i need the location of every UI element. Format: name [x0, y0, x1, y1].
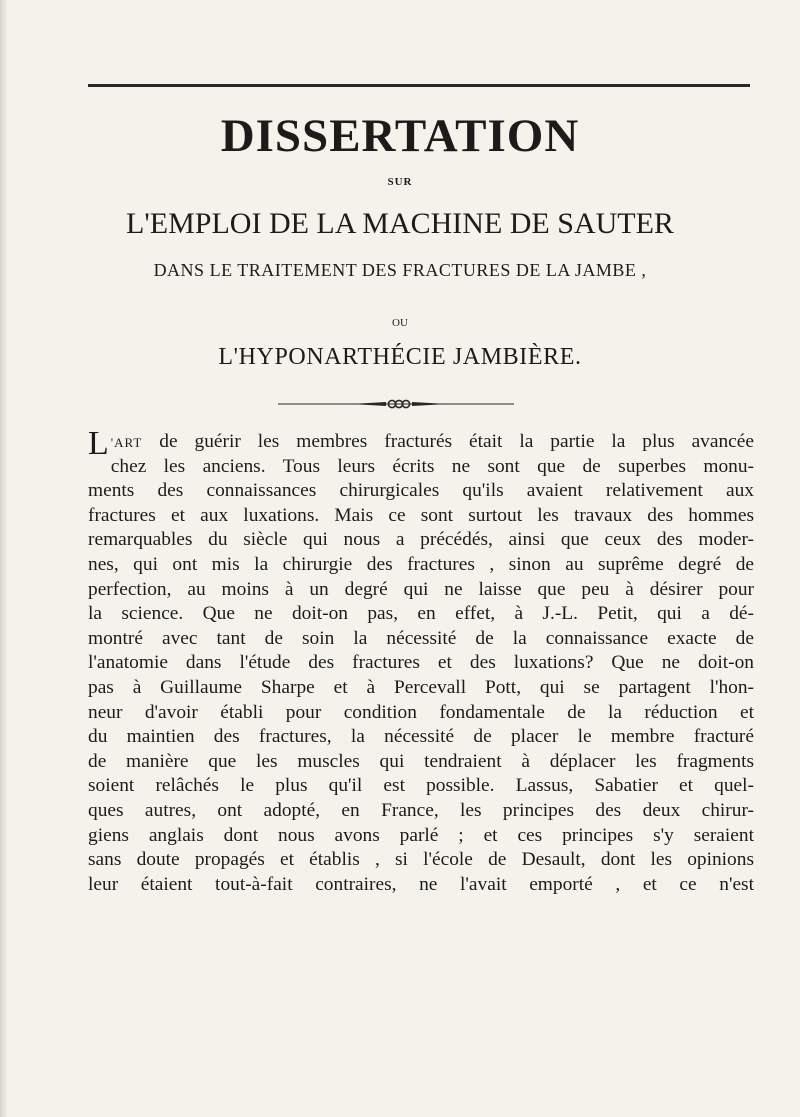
body-text	[88, 425, 754, 897]
text-line: nes, qui ont mis la chirurgie des fractures , sinon au suprême degré de	[88, 553, 754, 575]
document-subtitle-line2: DANS LE TRAITEMENT DES FRACTURES DE LA JAMBE ,	[153, 260, 647, 280]
opening-word: 'ART	[110, 435, 143, 450]
document-alt-title: L'HYPONARTHÉCIE JAMBIÈRE.	[218, 344, 582, 370]
text-line: chez les anciens. Tous leurs écrits ne sont que de superbes monu-	[110, 455, 754, 477]
ornament-divider	[278, 398, 514, 410]
text-line: fractures et aux luxations. Mais ce sont surtout les travaux des hommes	[88, 504, 754, 526]
text-line: sans doute propagés et établis , si l'école de Desault, dont les opinions	[88, 849, 754, 871]
text-line: la science. Que ne doit-on pas, en effet, à J.-L. Petit, qui a dé-	[88, 603, 754, 625]
title-connector-ou: OU	[392, 317, 408, 329]
text-line: perfection, au moins à un degré qui ne laisse que peu à désirer pour	[88, 578, 754, 600]
text-line: de manière que les muscles qui tendraient à déplacer les fragments	[88, 750, 754, 772]
text-line	[88, 425, 754, 462]
text-line-content: de guérir les membres fracturés était la partie la plus avancée	[159, 431, 754, 452]
document-title: DISSERTATION	[220, 110, 580, 162]
title-connector-sur: SUR	[387, 176, 413, 188]
text-line: pas à Guillaume Sharpe et à Percevall Pott, qui se partagent l'hon-	[88, 676, 754, 698]
text-line: leur étaient tout-à-fait contraires, ne l'avait emporté , et ce n'est	[88, 873, 754, 895]
text-line: l'anatomie dans l'étude des fractures et des luxations? Que ne doit-on	[88, 652, 754, 674]
text-line: montré avec tant de soin la nécessité de la connaissance exacte de	[88, 627, 754, 649]
text-line: giens anglais dont nous avons parlé ; et ces principes s'y seraient	[88, 824, 754, 846]
document-subtitle: L'EMPLOI DE LA MACHINE DE SAUTER	[126, 207, 674, 240]
text-line: ques autres, ont adopté, en France, les principes des deux chirur-	[88, 799, 754, 821]
drop-cap: L	[88, 425, 109, 462]
page-edge-shadow	[0, 0, 8, 1117]
text-line: remarquables du siècle qui nous a précédés, ainsi que ceux des moder-	[88, 529, 754, 551]
text-line: neur d'avoir établi pour condition fondamentale de la réduction et	[88, 701, 754, 723]
text-line: soient relâchés le plus qu'il est possible. Lassus, Sabatier et quel-	[88, 775, 754, 797]
text-line: ments des connaissances chirurgicales qu'ils avaient relativement aux	[88, 480, 754, 502]
text-line: du maintien des fractures, la nécessité de placer le membre fracturé	[88, 726, 754, 748]
top-rule	[88, 84, 750, 87]
